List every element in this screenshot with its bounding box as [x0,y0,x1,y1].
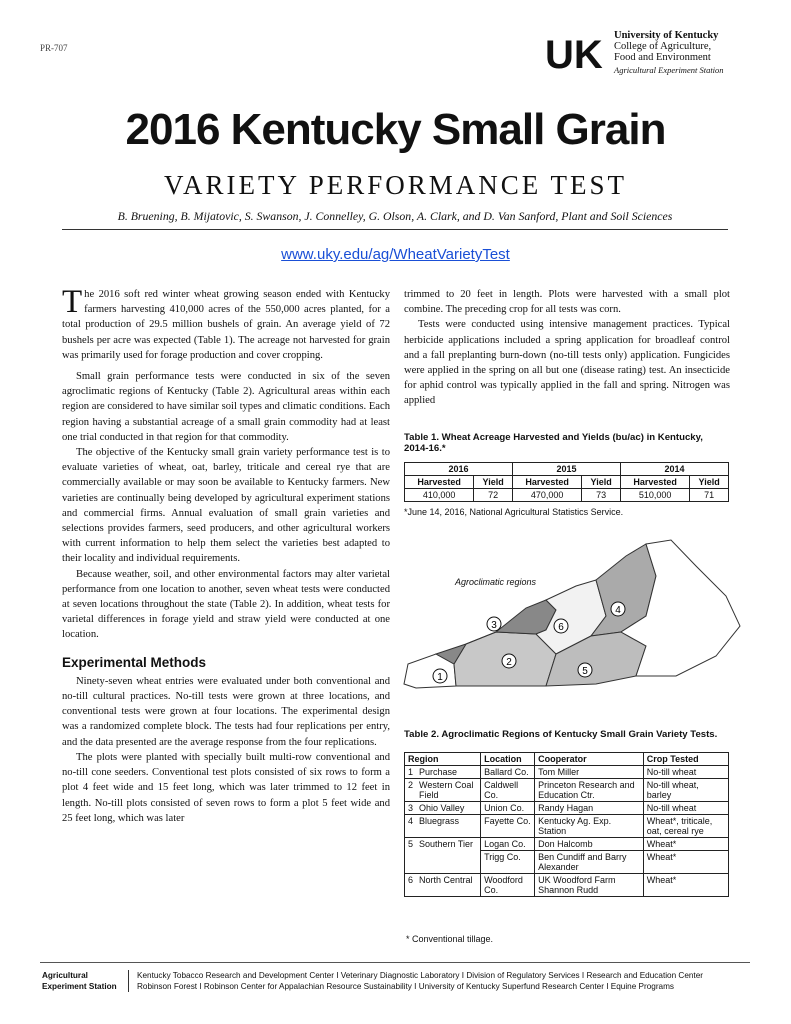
location: Fayette Co. [481,815,535,838]
region-name: Southern Tier [416,838,481,874]
table-cell: 72 [474,489,513,502]
title-rule [62,229,728,230]
footer-station [42,970,117,992]
table-1 [404,462,729,502]
paragraph: Small grain performance tests were conducted in six of the seven agroclimatic regions of Kentucky (Table 2). Agricultural areas within each region are considered to have similar soil types and climatic conditions. Each region having a substantial acreage of a small grain commodity had at least one trial conducted in that region for that commodity. [62,371,390,443]
right-column [404,287,730,409]
cooperator: Ben Cundiff and Barry Alexander [535,851,644,874]
col-header: Harvested [512,476,581,489]
table-row [405,874,729,897]
cooperator: Tom Miller [535,766,644,779]
region-number: 5 [405,838,417,874]
region-number: 2 [405,779,417,802]
region-name: North Central [416,874,481,897]
cooperator: Don Halcomb [535,838,644,851]
region-name: Purchase [416,766,481,779]
location: Caldwell Co. [481,779,535,802]
region-marker-label: 3 [491,620,497,631]
year-header: 2016 [405,463,513,476]
col-header: Cooperator [535,753,644,766]
table-row [405,766,729,779]
table-2-caption: Table 2. Agroclimatic Regions of Kentucky Small Grain Variety Tests. [404,729,718,740]
table-cell: 73 [582,489,621,502]
paragraph: Ninety-seven wheat entries were evaluated under both conventional and no-till cultural practices. No-till tests were grown at three locations, and conventional tests were grown at four locations. The experimental design was a randomized complete block. The tests had four replications per entry, and the data presented are the average response from the four replications. [62,675,390,748]
region-number: 4 [405,815,417,838]
crop-tested: No-till wheat [643,766,728,779]
table-cell: 71 [690,489,729,502]
map-label: Agroclimatic regions [455,577,537,587]
location: Ballard Co. [481,766,535,779]
table-cell: 470,000 [512,489,581,502]
footer-station-line: Experiment Station [42,982,117,991]
kentucky-region-map [396,536,742,696]
table-row [405,779,729,802]
cooperator: Kentucky Ag. Exp. Station [535,815,644,838]
region-marker-label: 4 [615,605,621,616]
left-column [62,284,390,826]
crop-tested: Wheat* [643,874,728,897]
university-name: University of Kentucky [614,30,719,41]
svg-text:UK: UK [545,33,603,74]
col-header: Harvested [620,476,689,489]
drop-cap: T [62,284,83,320]
crop-tested: Wheat*, triticale, oat, cereal rye [643,815,728,838]
footer-line: Robinson Forest I Robinson Center for Appalachian Resource Sustainability I University of Kentucky Superfund Research Center I Equine Programs [137,982,675,991]
university-block [614,30,724,76]
location: Union Co. [481,802,535,815]
table-row [405,815,729,838]
footer-station-line: Agricultural [42,971,88,980]
cooperator: Princeton Research and Education Ctr. [535,779,644,802]
col-header: Yield [582,476,621,489]
table-2-note: * Conventional tillage. [406,934,494,944]
region-marker-label: 1 [437,672,443,683]
col-header: Yield [690,476,729,489]
col-header: Crop Tested [643,753,728,766]
region-name: Western Coal Field [416,779,481,802]
region-name: Bluegrass [416,815,481,838]
paragraph: The objective of the Kentucky small grain variety performance test is to evaluate varieties of wheat, oat, barley, triticale and cereal rye that are commercially available or may soon be available to Kentucky farmers. New varieties are continually being developed by agricultural experiment stations and commercial firms. Annual evaluation of small grain varieties and selections provides farmers, seed producers, and other agricultural workers with current information to help them select the varieties best adapted to their locality and individual requirements. [62,447,390,565]
paragraph: trimmed to 20 feet in length. Plots were harvested with a small plot combine. The preceding crop for all tests was corn. [404,289,730,316]
footer-line: Kentucky Tobacco Research and Development Center I Veterinary Diagnostic Laboratory I Division of Regulatory Services I Research and Education Center [137,971,703,980]
region-number: 6 [405,874,417,897]
location: Trigg Co. [481,851,535,874]
publication-number: PR-707 [40,43,68,53]
college-line-1: College of Agriculture, [614,41,712,52]
variety-test-link[interactable]: www.uky.edu/ag/WheatVarietyTest [281,246,510,263]
col-header: Yield [474,476,513,489]
document-title: 2016 Kentucky Small Grain [125,105,666,154]
crop-tested: No-till wheat, barley [643,779,728,802]
col-header: Location [481,753,535,766]
crop-tested: No-till wheat [643,802,728,815]
table-1-note: *June 14, 2016, National Agricultural Statistics Service. [404,507,624,517]
year-header: 2015 [512,463,620,476]
table-1-caption: Table 1. Wheat Acreage Harvested and Yields (bu/ac) in Kentucky, 2014-16.* [404,432,703,454]
location: Logan Co. [481,838,535,851]
table-row [405,489,729,502]
table-cell: 510,000 [620,489,689,502]
intro-paragraph: The 2016 soft red winter wheat growing season ended with Kentucky farmers harvesting 410,000 acres of the 550,000 acres planted, for a total production of 29.5 million bushels of grain. An average yield of 72 bushels per acre was expected (Table 1). The acreage not harvested for grain was primarily used for forage production and cover cropping. [62,284,390,361]
cooperator: UK Woodford Farm Shannon Rudd [535,874,644,897]
paragraph: Tests were conducted using intensive management practices. Typical herbicide applications included a spring application for broadleaf control and a fall preplanting burn-down (no-till tests only) application. Fungicides were applied in the spring on all but one (disease rating) test. An insecticide for aphid control was typically applied in the fall and spring. Nitrogen was applied [404,319,730,407]
crop-tested: Wheat* [643,838,728,851]
region-marker-label: 6 [558,622,564,633]
cooperator: Randy Hagan [535,802,644,815]
table-2 [404,752,729,897]
region-number: 3 [405,802,417,815]
uk-logo [545,30,605,74]
region-marker-label: 2 [506,657,512,668]
col-header: Region [405,753,481,766]
crop-tested: Wheat* [643,851,728,874]
college-line-2: Food and Environment [614,52,711,63]
table-row [405,802,729,815]
footer-rule [40,962,750,963]
paragraph: Because weather, soil, and other environmental factors may alter varietal performance from one location to another, seven wheat tests were conducted at seven locations throughout the state (Table 2). In addition, wheat tests for varietal differences in forage yield and straw yield were conducted at one location. [62,568,390,641]
region-number: 1 [405,766,417,779]
document-subtitle: VARIETY PERFORMANCE TEST [163,170,628,200]
region-name: Ohio Valley [416,802,481,815]
col-header: Harvested [405,476,474,489]
year-header: 2014 [620,463,728,476]
section-heading: Experimental Methods [62,654,207,670]
table-row [405,838,729,851]
authors: B. Bruening, B. Mijatovic, S. Swanson, J. Connelley, G. Olson, A. Clark, and D. Van Sanford, Plant and Soil Sciences [117,209,673,223]
location: Woodford Co. [481,874,535,897]
paragraph: The plots were planted with specially built multi-row conventional and no-till cone seeders. Conventional test plots consisted of six rows to form a plot 4 feet wide and 15 feet long, which was later trimmed to 12 feet in length. No-till plots consisted of seven rows to form a plot 5 feet wide and 25 feet long, which was later [62,751,390,824]
footer-programs [128,970,757,992]
region-marker-label: 5 [582,666,588,677]
table-cell: 410,000 [405,489,474,502]
station-name: Agricultural Experiment Station [614,65,724,75]
